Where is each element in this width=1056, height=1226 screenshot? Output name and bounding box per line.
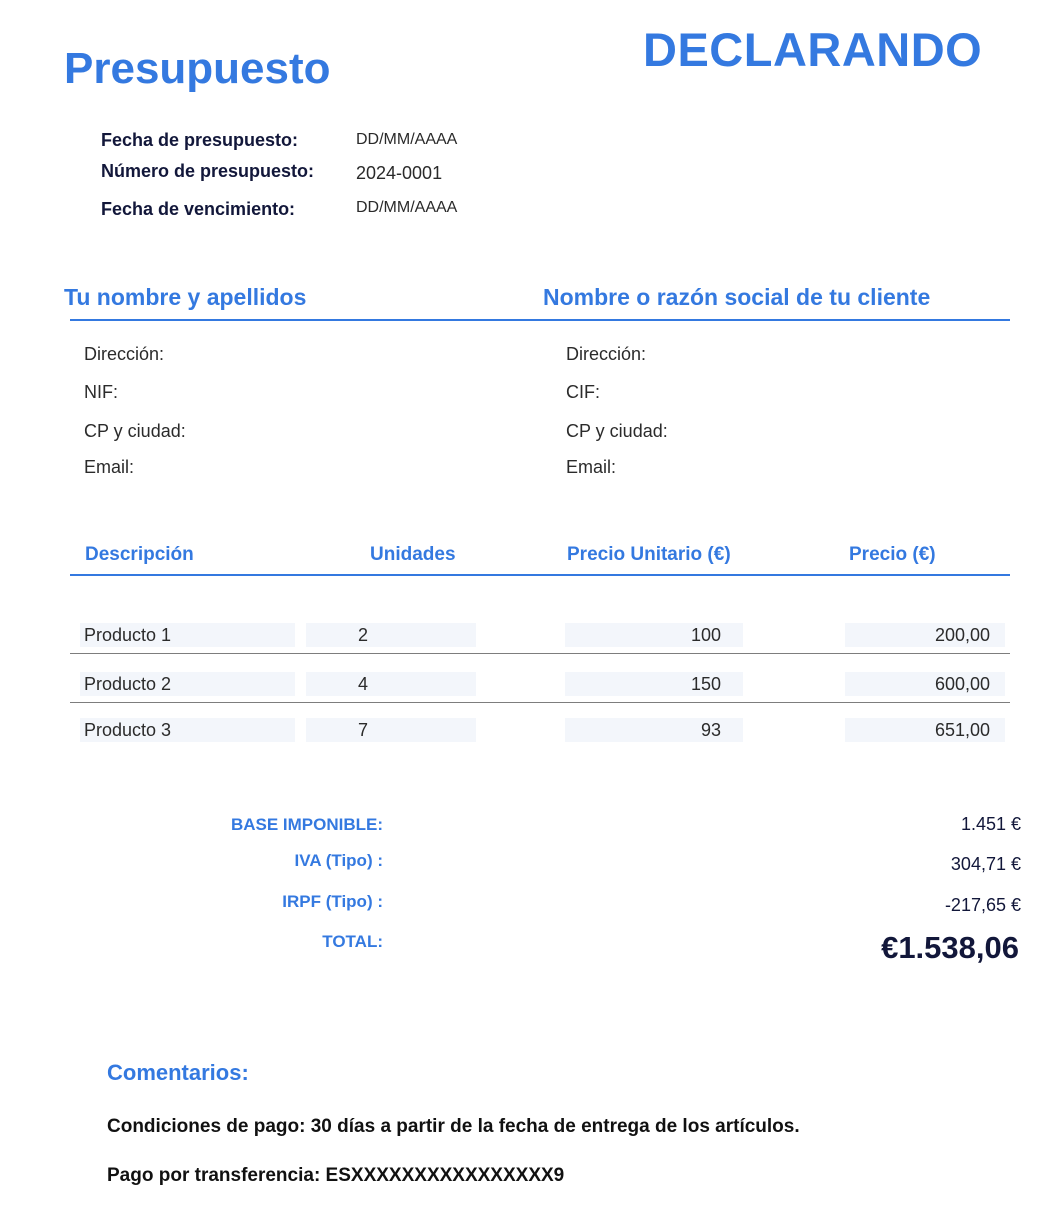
column-header-unit-price: Precio Unitario (€)	[567, 544, 731, 565]
due-date-label: Fecha de vencimiento:	[101, 199, 296, 219]
column-header-description: Descripción	[85, 544, 194, 565]
iva-value: 304,71 €	[950, 854, 1021, 874]
issuer-email-label: Email:	[84, 457, 135, 477]
row-divider	[70, 702, 1010, 703]
due-date-value: DD/MM/AAAA	[356, 199, 458, 216]
iva-label: IVA (Tipo) :	[294, 851, 383, 870]
row-price[interactable]: 651,00	[845, 718, 1005, 742]
row-divider	[70, 653, 1010, 654]
row-unit-price[interactable]: 100	[565, 623, 743, 647]
row-units[interactable]: 4	[306, 672, 476, 696]
issuer-city-label: CP y ciudad:	[84, 421, 186, 441]
brand-logo: DECLARANDO	[643, 23, 983, 76]
client-city-label: CP y ciudad:	[566, 421, 668, 441]
client-cif-label: CIF:	[566, 382, 600, 402]
client-heading: Nombre o razón social de tu cliente	[543, 284, 931, 310]
client-email-label: Email:	[566, 457, 617, 477]
quote-number-label: Número de presupuesto:	[101, 161, 315, 181]
row-description[interactable]: Producto 1	[80, 623, 295, 647]
table-header-divider	[70, 574, 1010, 576]
issuer-nif-label: NIF:	[84, 382, 118, 402]
row-description[interactable]: Producto 2	[80, 672, 295, 696]
issuer-address-label: Dirección:	[84, 344, 165, 364]
client-address-label: Dirección:	[566, 344, 647, 364]
issuer-heading: Tu nombre y apellidos	[64, 284, 307, 310]
quote-date-value: DD/MM/AAAA	[356, 131, 458, 148]
payment-method: Pago por transferencia: ESXXXXXXXXXXXXXXXX9	[107, 1165, 565, 1186]
irpf-label: IRPF (Tipo) :	[282, 892, 383, 911]
row-description[interactable]: Producto 3	[80, 718, 295, 742]
column-header-price: Precio (€)	[849, 544, 936, 565]
row-units[interactable]: 7	[306, 718, 476, 742]
document-title: Presupuesto	[64, 44, 331, 93]
quote-date-label: Fecha de presupuesto:	[101, 130, 299, 150]
column-header-units: Unidades	[370, 544, 456, 565]
party-divider	[70, 319, 1010, 321]
row-price[interactable]: 600,00	[845, 672, 1005, 696]
row-unit-price[interactable]: 93	[565, 718, 743, 742]
payment-terms: Condiciones de pago: 30 días a partir de la fecha de entrega de los artículos.	[107, 1116, 800, 1137]
comments-heading: Comentarios:	[107, 1060, 249, 1085]
row-price[interactable]: 200,00	[845, 623, 1005, 647]
irpf-value: -217,65 €	[944, 895, 1021, 915]
total-value: €1.538,06	[881, 930, 1019, 965]
row-units[interactable]: 2	[306, 623, 476, 647]
base-label: BASE IMPONIBLE:	[230, 815, 383, 834]
quote-number-value: 2024-0001	[356, 163, 443, 183]
base-value: 1.451 €	[960, 814, 1021, 834]
row-unit-price[interactable]: 150	[565, 672, 743, 696]
total-label: TOTAL:	[322, 932, 383, 951]
